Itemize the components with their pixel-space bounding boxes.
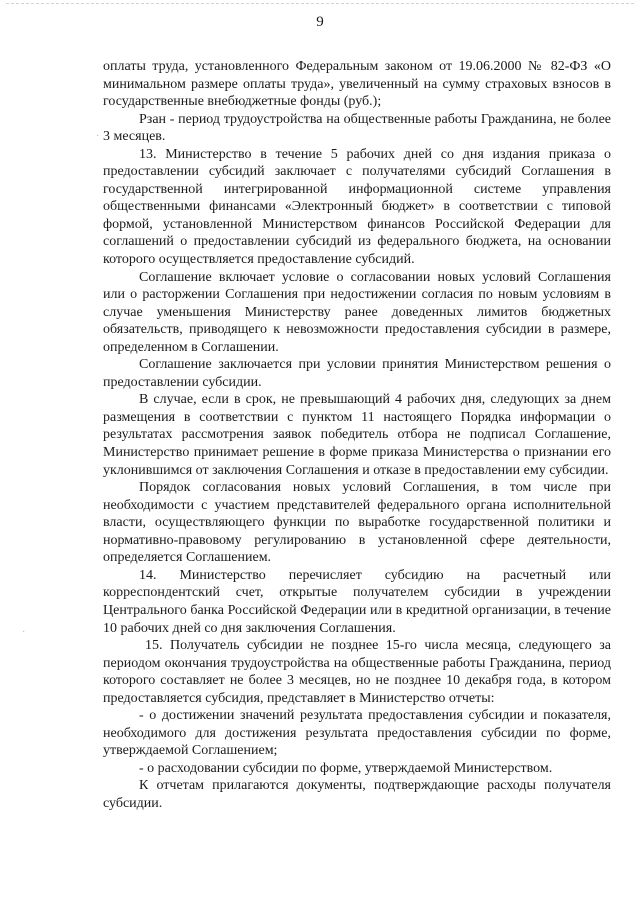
scan-top-edge — [6, 3, 634, 4]
scan-speck: · — [22, 627, 26, 638]
paragraph-new-terms-procedure: Порядок согласования новых условий Соглашения, в том числе при необходимости с участием представителей федерального органа исполнительной власти, осуществляющего функции по выработке государственной политики и нормативно-правовому регулированию в установленной сфере деятельности, определяется Соглашением. — [103, 480, 611, 566]
paragraph-section-14: 14. Министерство перечисляет субсидию на расчетный или корреспондентский счет, открытые получателем субсидии в учреждении Центрального банка Российской Федерации или в кредитной организации, в течение 10 рабочих дней со дня заключения Соглашения. — [103, 567, 611, 636]
scan-speck: · — [96, 131, 100, 142]
document-body — [103, 58, 611, 813]
paragraph-wage-definition-continued: оплаты труда, установленного Федеральным законом от 19.06.2000 № 82-ФЗ «О минимальном размере оплаты труда», увеличенный на сумму страховых взносов в государственные внебюджетные фонды (руб.); — [103, 59, 611, 110]
paragraph-report-attachments: К отчетам прилагаются документы, подтверждающие расходы получателя субсидии. — [103, 778, 611, 811]
page-number: 9 — [316, 14, 324, 30]
paragraph-signing-deadline: В случае, если в срок, не превышающий 4 рабочих дня, следующих за днем размещения в соответствии с пунктом 11 настоящего Порядка информации о результатах рассмотрения заявок победитель отбора не подписал Соглашение, Министерство принимает решение в форме приказа Министерства о признании его уклонившимся от заключения Соглашения и отказе в предоставлении ему субсидии. — [103, 392, 611, 478]
paragraph-agreement-condition: Соглашение заключается при условии принятия Министерством решения о предоставлении субсидии. — [103, 357, 611, 390]
paragraph-report-spending: - о расходовании субсидии по форме, утверждаемой Министерством. — [139, 760, 553, 776]
paragraph-report-results: - о достижении значений результата предоставления субсидии и показателя, необходимого для достижения результата предоставления субсидии по форме, утверждаемой Соглашением; — [103, 708, 611, 759]
paragraph-agreement-terms: Соглашение включает условие о согласовании новых условий Соглашения или о расторжении Соглашения при недостижении согласия по новым условиям в случае уменьшения Министерству ранее доведенных лимитов бюджетных обязательств, приводящего к невозможности предоставления субсидии в размере, определенном в Соглашении. — [103, 269, 611, 355]
paragraph-employment-period: Рзан - период трудоустройства на общественные работы Гражданина, не более 3 месяцев. — [103, 111, 611, 145]
paragraph-section-13: 13. Министерство в течение 5 рабочих дней со дня издания приказа о предоставлении субсидий заключает с получателями субсидий Соглашения в государственной интегрированной информационной системе управления общественными финансами «Электронный бюджет» в соответствии с типовой формой, установленной Министерством финансов Российской Федерации для соглашений о предоставлении субсидий из федерального бюджета, на основании которого осуществляется предоставление субсидий. — [103, 146, 611, 268]
paragraph-section-15: 15. Получатель субсидии не позднее 15-го числа месяца, следующего за периодом окончания трудоустройства на общественные работы Гражданина, период которого составляет не более 3 месяцев, но не позднее 10 декабря года, в котором предоставляется субсидия, представляет в Министерство отчеты: — [103, 638, 611, 706]
